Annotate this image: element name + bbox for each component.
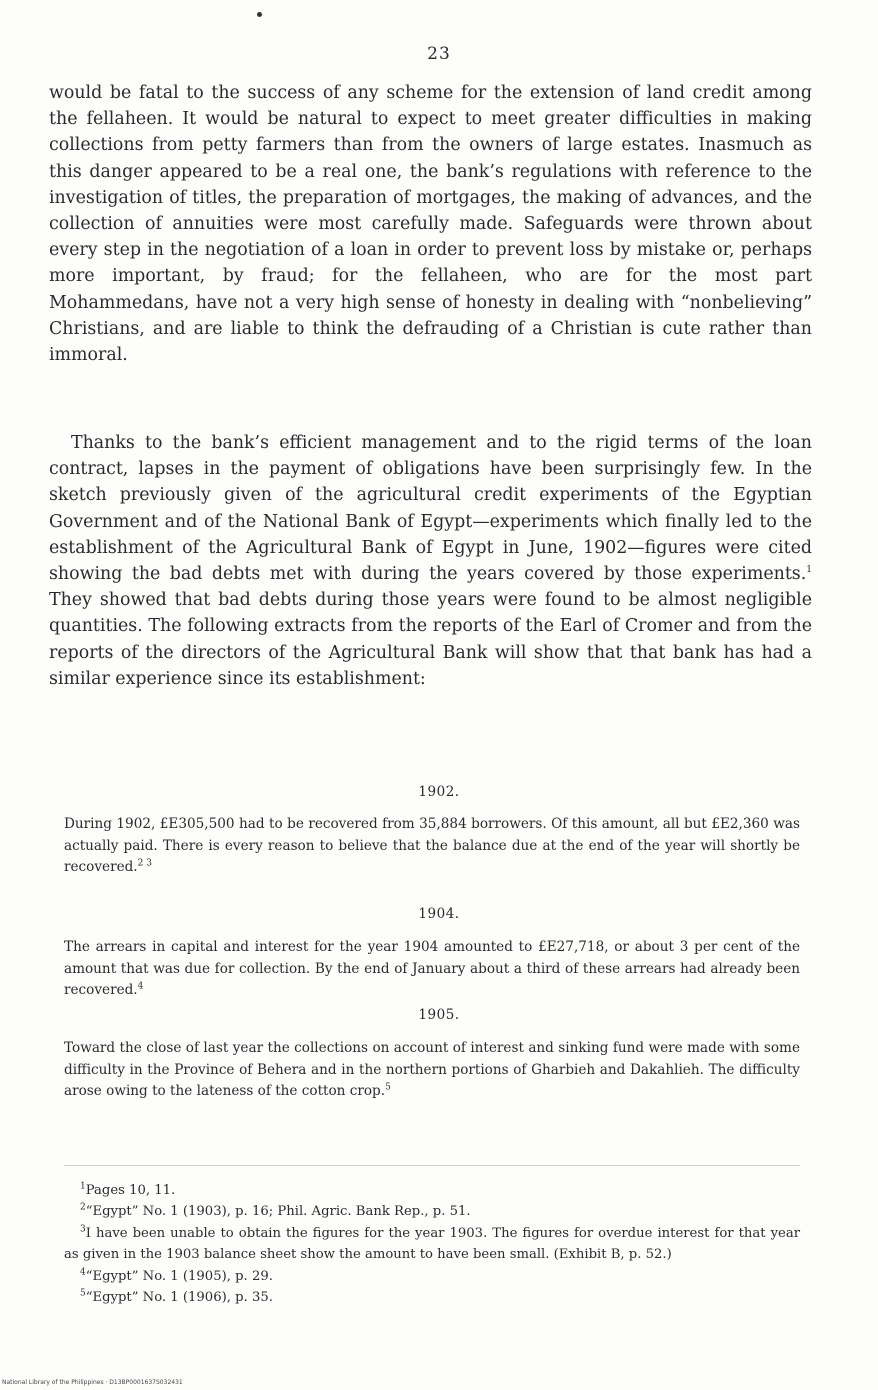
footnote	[64, 1223, 800, 1266]
extract-1905	[64, 1038, 800, 1103]
extract-heading-1902: 1902.	[418, 784, 460, 800]
footnote-text: I have been unable to obtain the figures for the year 1903. The figures for overdue interest for that year as given in the 1903 balance sheet show the amount to have been small. (Exhibit B, p. 52.)	[64, 1225, 800, 1263]
footnote-text: “Egypt” No. 1 (1903), p. 16; Phil. Agric. Bank Rep., p. 51.	[85, 1204, 471, 1220]
page-number: 23	[427, 44, 451, 64]
footnote	[64, 1180, 800, 1201]
footnotes-list	[64, 1180, 800, 1308]
footnote-ref: 5	[385, 1082, 391, 1093]
footnote-mark: 4	[80, 1267, 86, 1278]
paragraph-2-text-before: Thanks to the bank’s efficient management and to the rigid terms of the loan contract, lapses in the payment of obligations have been surprisingly few. In the sketch previously given of the agricultural credit experiments of the Egyptian Government and of the National Bank of Egypt—experiments which finally led to the establishment of the Agricultural Bank of Egypt in June, 1902—figures were cited showing the bad debts met with during the years covered by those experiments.	[49, 433, 812, 585]
footnote-ref: 4	[137, 981, 144, 992]
footnote	[64, 1287, 800, 1308]
extract-heading-1904: 1904.	[418, 906, 460, 922]
footnote-mark: 3	[80, 1224, 86, 1235]
footnote-mark: 1	[80, 1181, 86, 1192]
footnote-mark: 2	[80, 1203, 86, 1214]
footnote	[64, 1266, 800, 1287]
footnote-text: “Egypt” No. 1 (1906), p. 35.	[85, 1290, 273, 1306]
extract-text: During 1902, £E305,500 had to be recovered from 35,884 borrowers. Of this amount, all but £E2,360 was actually paid. There is every reason to believe that the balance due at the end of the year will shortly be recovered.	[64, 816, 800, 876]
footnote-divider	[64, 1165, 800, 1166]
footnote-mark: 5	[80, 1288, 86, 1299]
footnote-text: “Egypt” No. 1 (1905), p. 29.	[85, 1268, 273, 1284]
footnote-text: Pages 10, 11.	[85, 1183, 176, 1198]
library-credit: National Library of the Philippines · D13BP0001637S032431	[2, 1379, 183, 1386]
extract-heading-1905: 1905.	[418, 1007, 460, 1023]
extract-1902	[64, 814, 800, 879]
extract-text: Toward the close of last year the collections on account of interest and sinking fund were made with some difficulty in the Province of Behera and in the northern portions of Gharbieh and Dakahlieh. The difficulty arose owing to the lateness of the cotton crop.	[64, 1040, 800, 1100]
footnote-ref: 2 3	[137, 858, 152, 869]
paragraph-1: would be fatal to the success of any scheme for the extension of land credit among the fellaheen. It would be natural to expect to meet greater difficulties in making collections from petty farmers than from the owners of large estates. Inasmuch as this danger appeared to be a real one, the bank’s regulations with reference to the investigation of titles, the preparation of mortgages, the making of advances, and the collection of annuities were most carefully made. Safeguards were thrown about every step in the negotiation of a loan in order to prevent loss by mistake or, perhaps more important, by fraud; for the fellaheen, who are for the most part Mohammedans, have not a very high sense of honesty in dealing with “nonbelieving” Christians, and are liable to think the defrauding of a Christian is cute rather than immoral.	[49, 83, 812, 366]
ink-dot	[257, 12, 262, 17]
paragraph-2	[49, 430, 812, 692]
footnote	[64, 1201, 800, 1222]
extract-text: The arrears in capital and interest for the year 1904 amounted to £E27,718, or about 3 per cent of the amount that was due for collection. By the end of January about a third of these arrears had already been recovered.	[64, 939, 800, 999]
paragraph-2-text-after: They showed that bad debts during those years were found to be almost negligible quantities. The following extracts from the reports of the Earl of Cromer and from the reports of the directors of the Agricultural Bank will show that that bank has had a similar experience since its establishment:	[49, 590, 812, 689]
extract-1904	[64, 937, 800, 1002]
footnote-ref: 1	[806, 565, 812, 576]
